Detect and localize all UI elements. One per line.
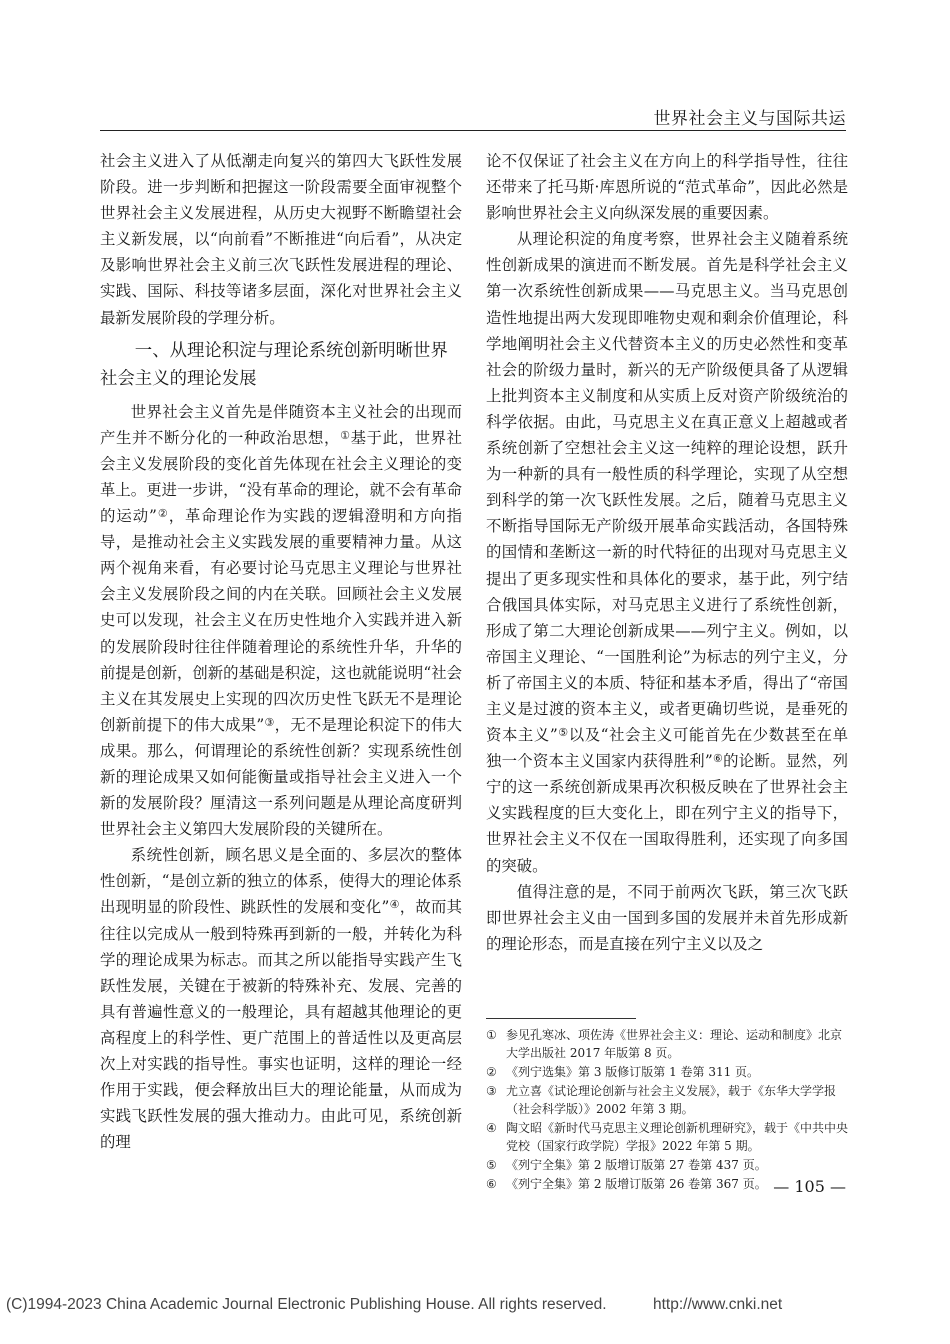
paragraph-3 — [486, 226, 848, 878]
footnote-ref-5[interactable]: ⑤ — [557, 726, 569, 740]
text-run: ，故而其往往以完成从一般到特殊再到新的一般，并转化为科学的理论成果为标志。而其之所以能指导实践产生飞跃性发展，关键在于被新的特殊补充、发展、完善的具有普遍性意义的一般理论，具有超越其他理论的更高程度上的科学性、更广范围上的普适性以及更高层次上对实践的指导性。事实也证明，这样的理论一经作用于实践，便会释放出巨大的理论能量，从而成为实践飞跃性发展的强大推动力。由此可见，系统创新的理 — [100, 898, 462, 1152]
footnote-ref-6[interactable]: ⑥ — [712, 752, 724, 766]
footnote-item — [486, 1082, 848, 1118]
footnotes — [486, 1026, 848, 1194]
text-run: 世界社会主义首先是伴随资本主义社会的出现而产生并不断分化的一种政治思想， — [100, 402, 462, 447]
page-number: — 105 — — [773, 1177, 846, 1196]
paragraph-2 — [100, 842, 462, 1155]
footnote-ref-4[interactable]: ④ — [389, 898, 400, 912]
footnote-text: 尤立喜《试论理论创新与社会主义发展》，载于《东华大学学报（社会科学版）》2002 年第 3 期。 — [506, 1084, 837, 1116]
text-run: 基于此，世界社会主义发展阶段的变化首先体现在社会主义理论的变革上。更进一步讲，“没有革命的理论，就不会有革命的运动” — [100, 428, 462, 526]
footnote-mark: ④ — [486, 1121, 497, 1135]
footnote-item — [486, 1026, 848, 1062]
footnote-mark: ⑥ — [486, 1177, 497, 1191]
text-run: 以及“社会主义可能首先在少数甚至在单独一个资本主义国家内获得胜利” — [486, 726, 848, 771]
footnote-item — [486, 1063, 848, 1081]
paragraph-1 — [100, 399, 462, 843]
footnote-mark: ② — [486, 1065, 497, 1079]
footnote-text: 参见孔寒冰、项佐涛《世界社会主义：理论、运动和制度》北京大学出版社 2017 年版第 8 页。 — [506, 1028, 843, 1060]
footnote-item — [486, 1119, 848, 1155]
continued-paragraph: 论不仅保证了社会主义在方向上的科学指导性，往往还带来了托马斯·库恩所说的“范式革命”，因此必然是影响世界社会主义向纵深发展的重要因素。 — [486, 152, 848, 223]
journal-header: 世界社会主义与国际共运 — [653, 109, 846, 129]
right-column — [486, 148, 848, 957]
footnote-text: 《列宁全集》第 2 版增订版第 27 卷第 437 页。 — [506, 1158, 767, 1172]
header-rule — [100, 130, 846, 131]
left-column — [100, 148, 462, 1155]
footnote-mark: ⑤ — [486, 1158, 497, 1172]
cnki-link[interactable]: http://www.cnki.net — [653, 1296, 783, 1313]
paragraph-4: 值得注意的是，不同于前两次飞跃，第三次飞跃即世界社会主义由一国到多国的发展并未首先形成新的理论形态，而是直接在列宁主义以及之 — [486, 882, 848, 953]
text-run: ，革命理论作为实践的逻辑澄明和方向指导，是推动社会主义实践发展的重要精神力量。从这两个视角来看，有必要讨论马克思主义理论与世界社会主义发展阶段之间的内在关联。回顾社会主义发展史可以发现，社会主义在历史性地介入实践并进入新的发展阶段时往往伴随着理论的系统性升华，升华的前提是创新，创新的基础是积淀，这也就能说明“社会主义在其发展史上实现的四次历史性飞跃无不是理论创新前提下的伟大成果” — [100, 507, 462, 734]
footnote-ref-2[interactable]: ② — [156, 507, 169, 521]
footnote-text: 陶文昭《新时代马克思主义理论创新机理研究》，载于《中共中央党校（国家行政学院）学报》2022 年第 5 期。 — [506, 1121, 849, 1153]
text-run: 系统性创新，顾名思义是全面的、多层次的整体性创新，“是创立新的独立的体系，使得大的理论体系出现明显的阶段性、跳跃性的发展和变化” — [100, 846, 462, 917]
footnote-ref-3[interactable]: ③ — [264, 715, 275, 729]
intro-paragraph: 社会主义进入了从低潮走向复兴的第四大飞跃性发展阶段。进一步判断和把握这一阶段需要全面审视整个世界社会主义发展进程，从历史大视野不断瞻望社会主义新发展，以“向前看”不断推进“向后看”，从决定及影响世界社会主义前三次飞跃性发展进程的理论、实践、国际、科技等诸多层面，深化对世界社会主义最新发展阶段的学理分析。 — [100, 152, 462, 327]
footnote-text: 《列宁全集》第 2 版增订版第 26 卷第 367 页。 — [506, 1177, 767, 1191]
text-run: 的论断。显然，列宁的这一系统创新成果再次积极反映在了世界社会主义实践程度的巨大变化上，即在列宁主义的指导下，世界社会主义不仅在一国取得胜利，还实现了向多国的突破。 — [486, 752, 848, 875]
footnote-mark: ① — [486, 1028, 497, 1042]
footnote-item — [486, 1156, 848, 1174]
footnote-mark: ③ — [486, 1084, 497, 1098]
footnote-text: 《列宁选集》第 3 版修订版第 1 卷第 311 页。 — [506, 1065, 760, 1079]
copyright-notice: (C)1994-2023 China Academic Journal Electronic Publishing House. All rights reserved. — [6, 1296, 607, 1313]
text-run: ，无不是理论积淀下的伟大成果。那么，何谓理论的系统性创新？实现系统性创新的理论成果又如何能衡量或指导社会主义进入一个新的发展阶段？厘清这一系列问题是从理论高度研判世界社会主义第四大发展阶段的关键所在。 — [100, 715, 462, 839]
text-run: 从理论积淀的角度考察，世界社会主义随着系统性创新成果的演进而不断发展。首先是科学社会主义第一次系统性创新成果——马克思主义。当马克思创造性地提出两大发现即唯物史观和剩余价值理论，科学地阐明社会主义代替资本主义的历史必然性和变革社会的阶级力量时，新兴的无产阶级便具备了从逻辑上批判资本主义制度和从实质上反对资产阶级统治的科学依据。由此，马克思主义在真正意义上超越或者系统创新了空想社会主义这一纯粹的理论设想，跃升为一种新的具有一般性质的科学理论，实现了从空想到科学的第一次飞跃性发展。之后，随着马克思主义不断指导国际无产阶级开展革命实践活动，各国特殊的国情和垄断这一新的时代特征的出现对马克思主义提出了更多现实性和具体化的要求，基于此，列宁结合俄国具体实际，对马克思主义进行了系统性创新，形成了第二大理论创新成果——列宁主义。例如，以帝国主义理论、“一国胜利论”为标志的列宁主义，分析了帝国主义的本质、特征和基本矛盾，得出了“帝国主义是过渡的资本主义，或者更确切些说，是垂死的资本主义” — [486, 230, 848, 745]
footnote-ref-1[interactable]: ① — [340, 428, 351, 442]
section-heading: 一、从理论积淀与理论系统创新明晰世界社会主义的理论发展 — [100, 340, 448, 389]
footnote-rule — [486, 1018, 636, 1019]
